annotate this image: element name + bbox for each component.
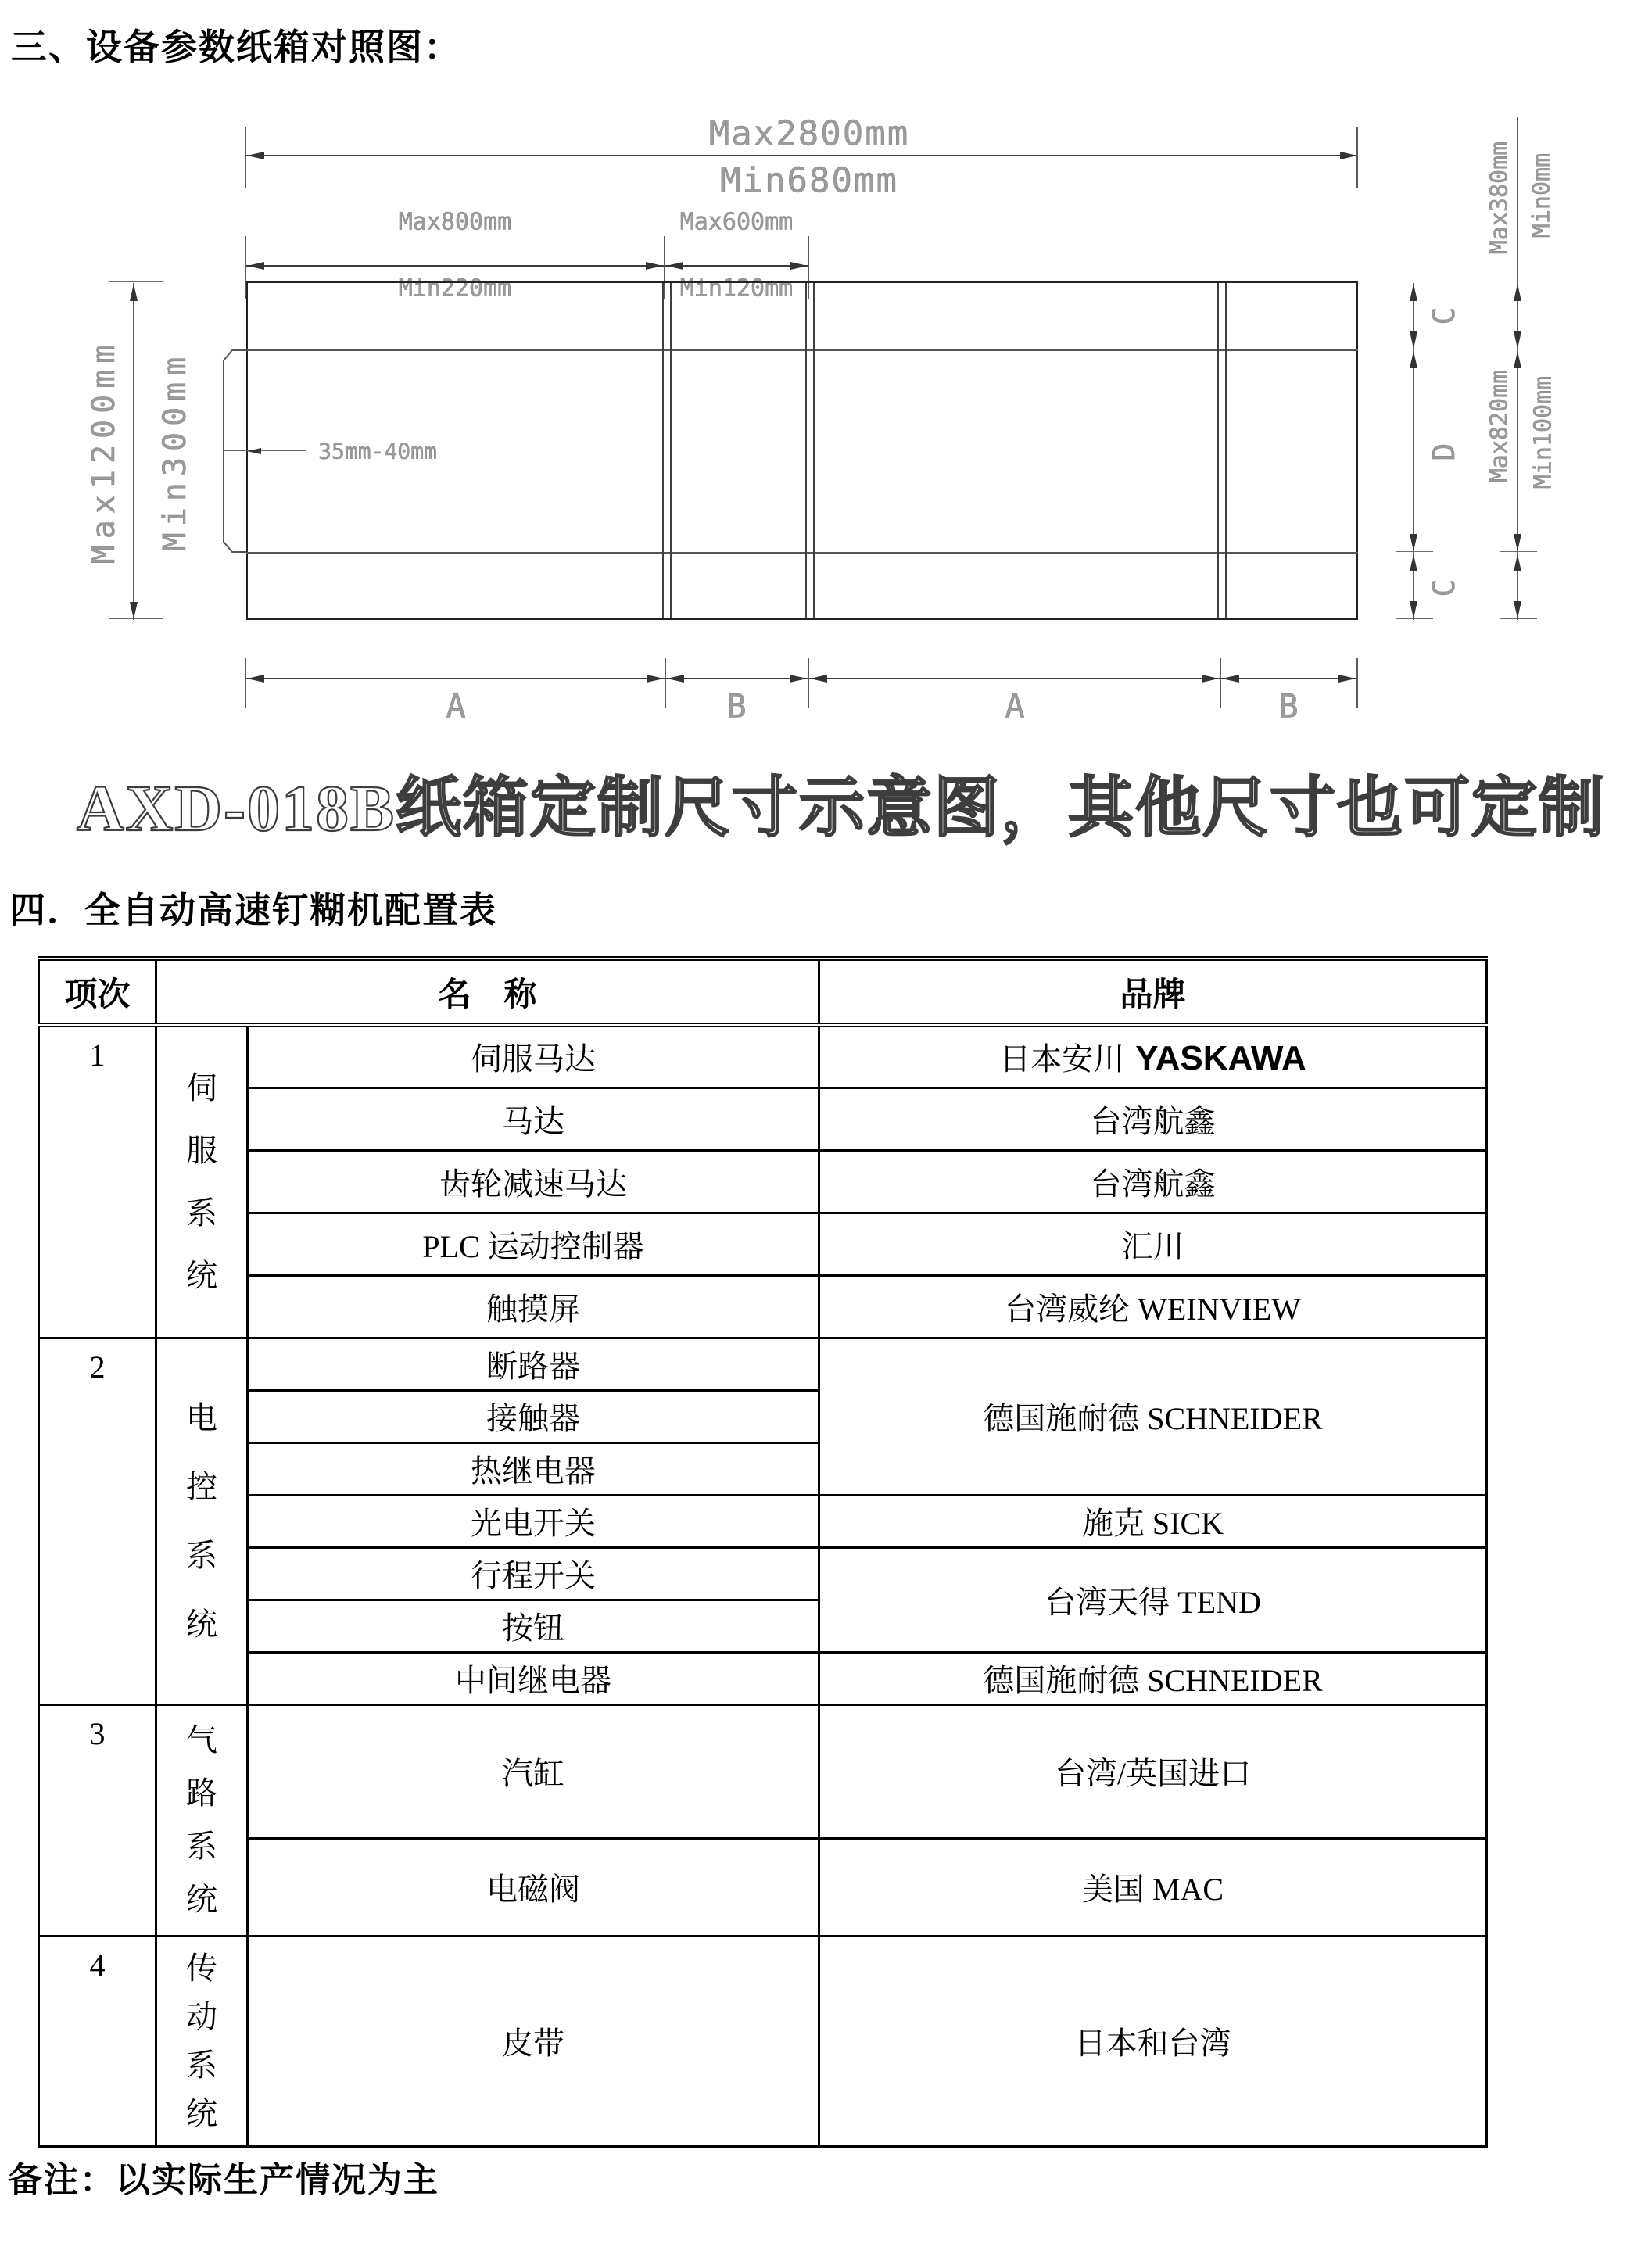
slot-line (805, 283, 807, 618)
arrowhead-icon (1410, 351, 1417, 368)
group-cell (156, 1025, 248, 1338)
dim-label-c-bottom: C (1427, 579, 1461, 597)
slot-line (662, 283, 664, 618)
glue-flap (219, 344, 250, 558)
extension-tick (1500, 551, 1537, 552)
brand-cell: 汇川 (819, 1213, 1487, 1275)
group-label: 伺服系统 (186, 1070, 217, 1293)
dim-line (246, 265, 809, 267)
diagram-caption: AXD-018B纸箱定制尺寸示意图，其他尺寸也可定制 (77, 772, 1606, 845)
name-cell: 行程开关 (248, 1547, 819, 1600)
name-cell: 电磁阀 (248, 1838, 819, 1936)
name-cell: 中间继电器 (248, 1652, 819, 1704)
name-cell: 触摸屏 (248, 1275, 819, 1338)
arrowhead-icon (1410, 601, 1417, 618)
arrowhead-icon (1338, 675, 1356, 683)
brand-cell: 台湾航鑫 (819, 1087, 1487, 1150)
table-header-row (39, 958, 1487, 1025)
extension-tick (245, 127, 246, 188)
extension-tick (245, 658, 246, 708)
extension-tick (1396, 618, 1433, 619)
arrowhead-icon (1514, 601, 1521, 618)
arrowhead-icon (247, 152, 264, 159)
table-row (39, 1025, 1487, 1087)
item-number: 1 (39, 1025, 156, 1338)
arrowhead-icon (666, 262, 683, 270)
arrowhead-icon (1410, 554, 1417, 571)
arrowhead-icon (1202, 675, 1219, 683)
table-row (39, 1213, 1487, 1275)
brand-en: YASKAWA (1135, 1039, 1306, 1078)
section3-heading: 三、设备参数纸箱对照图： (11, 27, 461, 67)
dim-line (246, 155, 1358, 156)
dim-line (133, 283, 134, 620)
group-cell (156, 1704, 248, 1936)
dim-label-panel-a-max: Max800mm (398, 208, 512, 236)
dim-label-c-top: C (1427, 306, 1461, 325)
name-cell: 光电开关 (248, 1495, 819, 1547)
item-number: 2 (39, 1338, 156, 1704)
table-row (39, 1275, 1487, 1338)
arrowhead-icon (810, 675, 827, 683)
seg-label-a1: A (446, 686, 466, 726)
arrowhead-icon (1514, 351, 1521, 368)
arrowhead-icon (790, 675, 807, 683)
col-header-item: 项次 (39, 958, 156, 1025)
brand-cell (819, 1025, 1487, 1087)
extension-tick (109, 618, 163, 619)
dim-label-body-max: Max820mm (1485, 369, 1514, 483)
table-row (39, 1936, 1487, 2146)
brand-cell: 台湾航鑫 (819, 1150, 1487, 1213)
group-label: 气路系统 (186, 1722, 217, 1917)
dim-label-flap-max: Max380mm (1485, 141, 1514, 255)
col-header-brand: 品牌 (819, 958, 1487, 1025)
table-row (39, 1150, 1487, 1213)
extension-tick (1356, 658, 1358, 708)
item-number: 3 (39, 1704, 156, 1936)
arrowhead-icon (667, 675, 684, 683)
slot-line (1217, 283, 1219, 618)
extension-tick (1396, 551, 1433, 552)
dim-label-top-min: Min680mm (720, 160, 898, 201)
dim-label-height-max: Max1200mm (86, 338, 122, 564)
col-header-name: 名 称 (156, 958, 819, 1025)
footer-note: 备注：以实际生产情况为主 (8, 2161, 439, 2199)
arrowhead-icon (647, 675, 664, 683)
seg-label-b1: B (726, 686, 747, 726)
dim-label-top-max: Max2800mm (708, 113, 910, 154)
name-cell: 皮带 (248, 1936, 819, 2146)
table-row (39, 1495, 1487, 1547)
extension-tick (1356, 127, 1358, 188)
name-cell: 断路器 (248, 1338, 819, 1390)
name-cell: 接触器 (248, 1390, 819, 1442)
extension-tick (109, 281, 163, 282)
name-cell: 齿轮减速马达 (248, 1150, 819, 1213)
extension-tick (1220, 658, 1221, 708)
table-row (39, 1547, 1487, 1600)
extension-tick (1500, 618, 1537, 619)
arrowhead-icon (130, 284, 138, 301)
arrowhead-icon (1514, 284, 1521, 301)
arrowhead-icon (790, 262, 808, 270)
name-cell: 按钮 (248, 1600, 819, 1652)
arrowhead-icon (646, 262, 663, 270)
brand-cell: 美国 MAC (819, 1838, 1487, 1936)
arrowhead-icon (247, 675, 264, 683)
table-row (39, 1704, 1487, 1838)
arrowhead-icon (1340, 152, 1357, 159)
leader-line (224, 450, 306, 451)
slot-line (813, 283, 815, 618)
arrowhead-icon (1410, 331, 1417, 349)
config-table (38, 956, 1488, 2148)
table-row (39, 1838, 1487, 1936)
brand-cell: 德国施耐德 SCHNEIDER (819, 1338, 1487, 1495)
brand-cell: 台湾/英国进口 (819, 1704, 1487, 1838)
seg-label-a2: A (1005, 686, 1025, 726)
dim-label-panel-b-max: Max600mm (679, 208, 794, 236)
group-cell (156, 1936, 248, 2146)
table-row (39, 1338, 1487, 1390)
extension-tick (808, 658, 809, 708)
arrowhead-icon (1514, 331, 1521, 349)
item-number: 4 (39, 1936, 156, 2146)
group-cell (156, 1338, 248, 1704)
name-cell: 热继电器 (248, 1442, 819, 1495)
name-cell: PLC 运动控制器 (248, 1213, 819, 1275)
arrowhead-icon (1410, 284, 1417, 301)
arrowhead-icon (1410, 534, 1417, 551)
dim-label-glue-flap: 35mm-40mm (318, 438, 437, 464)
name-cell: 汽缸 (248, 1704, 819, 1838)
arrowhead-icon (1514, 554, 1521, 571)
table-row (39, 1652, 1487, 1704)
group-label: 电控系统 (186, 1399, 217, 1642)
dim-label-flap-min: Min0mm (1528, 152, 1556, 238)
brand-cell: 施克 SICK (819, 1495, 1487, 1547)
brand-cell: 日本和台湾 (819, 1936, 1487, 2146)
fold-line (246, 349, 1358, 351)
table-row (39, 1087, 1487, 1150)
section4-heading: 四．全自动高速钉糊机配置表 (9, 890, 497, 930)
arrowhead-icon (1514, 534, 1521, 551)
brand-cell: 台湾威纶 WEINVIEW (819, 1275, 1487, 1338)
name-cell: 马达 (248, 1087, 819, 1150)
brand-cell: 德国施耐德 SCHNEIDER (819, 1652, 1487, 1704)
seg-label-b2: B (1278, 686, 1299, 726)
dim-label-height-min: Min300mm (157, 350, 193, 552)
slot-line (670, 283, 672, 618)
slot-line (1225, 283, 1227, 618)
dim-label-d: D (1427, 443, 1461, 461)
group-label: 传动系统 (186, 1950, 217, 2131)
dim-label-panel-b-min: Min120mm (679, 274, 794, 303)
fold-line (246, 552, 1358, 554)
arrowhead-icon (130, 602, 138, 619)
arrowhead-icon (1222, 675, 1239, 683)
arrowhead-icon (247, 262, 264, 270)
brand-cell: 台湾天得 TEND (819, 1547, 1487, 1652)
dim-label-body-min: Min100mm (1529, 375, 1557, 489)
brand-zh: 日本安川 (999, 1041, 1125, 1077)
dim-label-panel-a-min: Min220mm (398, 274, 512, 303)
extension-tick (665, 658, 666, 708)
name-cell: 伺服马达 (248, 1025, 819, 1087)
arrowhead-icon (247, 448, 261, 454)
